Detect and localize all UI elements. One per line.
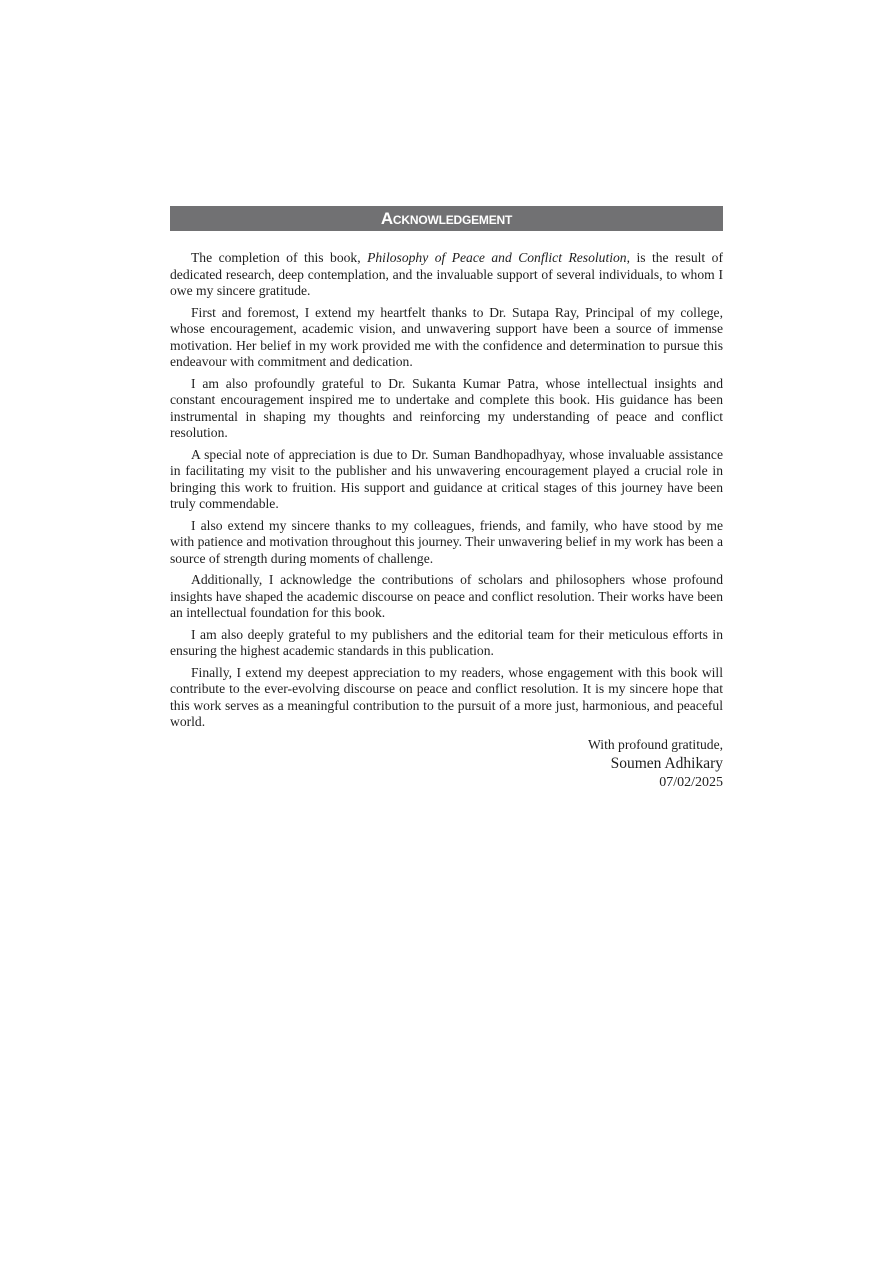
paragraph-patra-thanks: I am also profoundly grateful to Dr. Sukanta Kumar Patra, whose intellectual insights and constant encouragement inspired me to undertake and complete this book. His guidance has been instrumental in shaping my thoughts and reinforcing my understanding of peace and conflict resolution. <box>170 375 723 440</box>
paragraph-family-thanks: I also extend my sincere thanks to my colleagues, friends, and family, who have stood by me with patience and motivation throughout this journey. Their unwavering belief in my work has been a source of strength during moments of challenge. <box>170 517 723 566</box>
intro-text-after: , is the result of dedicated research, deep contemplation, and the invaluable support of several individuals, to whom I owe my sincere gratitude. <box>170 250 723 298</box>
signature-date: 07/02/2025 <box>659 774 723 790</box>
closing-salutation: With profound gratitude, <box>588 736 723 752</box>
paragraph-intro <box>170 250 723 300</box>
acknowledgement-section <box>170 206 723 792</box>
intro-text-before: The completion of this book, <box>191 250 368 265</box>
signature-block <box>170 736 723 792</box>
book-title: Philosophy of Peace and Conflict Resolution <box>367 250 627 265</box>
heading-bar <box>170 206 723 231</box>
paragraph-scholars-thanks: Additionally, I acknowledge the contributions of scholars and philosophers whose profound insights have shaped the academic discourse on peace and conflict resolution. Their works have been an intellectual foundation for this book. <box>170 572 723 620</box>
paragraph-bandhopadhyay-thanks: A special note of appreciation is due to Dr. Suman Bandhopadhyay, whose invaluable assistance in facilitating my visit to the publisher and his unwavering encouragement played a crucial role in bringing this work to fruition. His support and guidance at critical stages of this journey have been truly commendable. <box>170 446 723 511</box>
paragraph-publisher-thanks: I am also deeply grateful to my publishers and the editorial team for their meticulous efforts in ensuring the highest academic standards in this publication. <box>170 626 723 658</box>
paragraph-principal-thanks: First and foremost, I extend my heartfelt thanks to Dr. Sutapa Ray, Principal of my college, whose encouragement, academic vision, and unwavering support have been a source of immense motivation. Her belief in my work provided me with the confidence and determination to pursue this endeavour with commitment and dedication. <box>170 304 723 369</box>
page-title: Acknowledgement <box>380 208 513 228</box>
author-name: Soumen Adhikary <box>610 754 723 772</box>
body-text <box>170 250 723 731</box>
paragraph-readers-thanks: Finally, I extend my deepest appreciation to my readers, whose engagement with this book will contribute to the ever-evolving discourse on peace and conflict resolution. It is my sincere hope that this work serves as a meaningful contribution to the pursuit of a more just, harmonious, and peaceful world. <box>170 664 723 729</box>
